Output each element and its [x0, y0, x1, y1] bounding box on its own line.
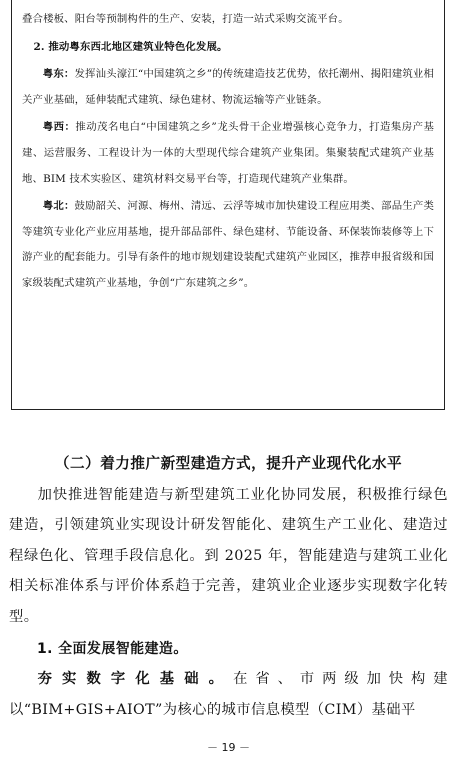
paragraph-1: 加快推进智能建造与新型建筑工业化协同发展，积极推行绿色建造，引领建筑业实现设计研发智能化、建筑生产工业化、建造过程绿色化、管理手段信息化。到 2025 年，智能建造与建筑工业化相关标准体系与评价体系趋于完善，建筑业企业逐步实现数字化转型。	[9, 487, 448, 625]
page-number: － 19 －	[207, 741, 250, 754]
highlight-box	[11, 0, 445, 410]
east-text: 发挥汕头濠江“中国建筑之乡”的传统建造技艺优势，依托潮州、揭阳建筑业相关产业基础，延伸装配式建筑、绿色建材、物流运输等产业链条。	[22, 68, 434, 106]
box-continuation-text: 叠合楼板、阳台等预制构件的生产、安装，打造一站式采购交流平台。	[22, 13, 349, 25]
west-text: 推动茂名电白“中国建筑之乡”龙头骨干企业增强核心竞争力，打造集房产基建、运营服务、工程设计为一体的大型现代综合建筑产业集团。集聚装配式建筑产业基地、BIM 技术实验区、建筑材料交易平台等，打造现代建筑产业集群。	[22, 121, 434, 185]
body-text	[9, 480, 448, 725]
box-heading: 2. 推动粤东西北地区建筑业特色化发展。	[33, 40, 228, 53]
west-lead: 粤西：	[42, 121, 76, 134]
paragraph-2-lead: 夯实数字化基础。	[37, 671, 234, 688]
subheading-1: 1. 全面发展智能建造。	[37, 641, 188, 658]
east-lead: 粤东：	[42, 68, 75, 81]
north-text: 鼓励韶关、河源、梅州、清远、云浮等城市加快建设工程应用类、部品生产类等建筑专业化产业应用基地，提升部品部件、绿色建材、节能设备、环保装饰装修等上下游产业的配套能力。引导有条件的地市规划建设装配式建筑产业园区，推荐申报省级和国家级装配式建筑产业基地，争创“广东建筑之乡”。	[22, 200, 434, 289]
section-title: （二）着力推广新型建造方式，提升产业现代化水平	[54, 455, 403, 472]
paragraph-2-text: 在省、市两级加快构建以“BIM+GIS+AIOT”为核心的城市信息模型（CIM）基础平	[9, 671, 448, 718]
paragraph-2	[9, 664, 448, 725]
north-lead: 粤北：	[42, 200, 75, 213]
box-paragraph-north	[22, 194, 434, 296]
box-paragraph-east	[22, 62, 434, 113]
box-paragraph-west	[22, 115, 434, 192]
